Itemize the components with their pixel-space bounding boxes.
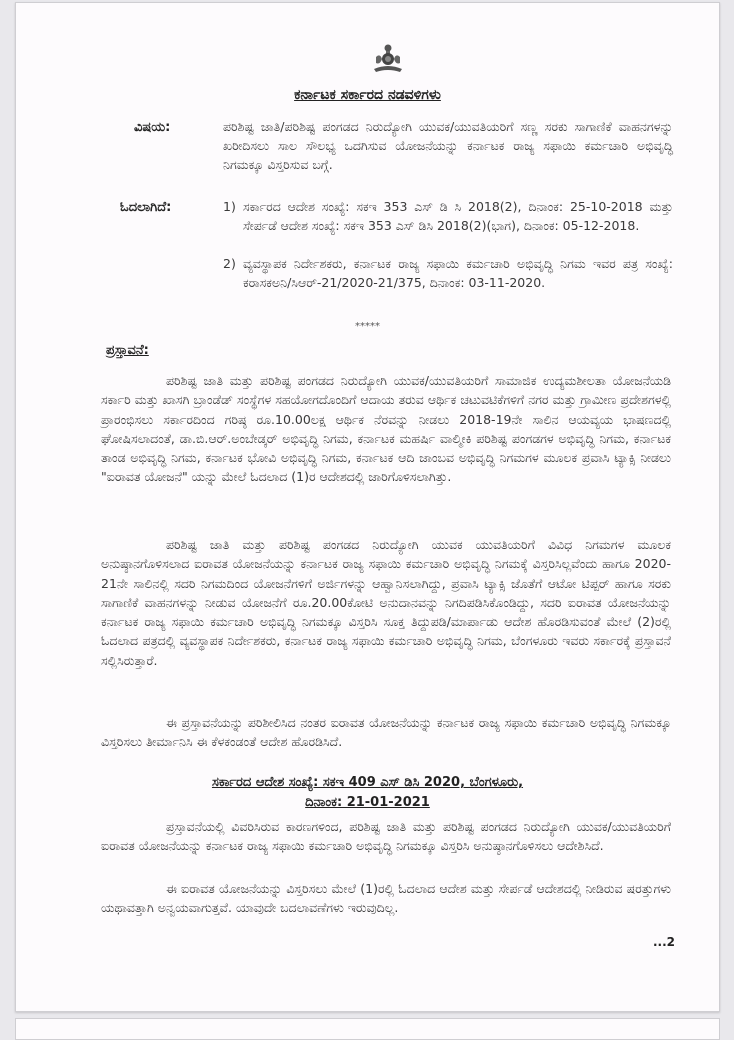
order-paragraph: ಈ ಐರಾವತ ಯೋಜನೆಯನ್ನು ವಿಸ್ತರಿಸಲು ಮೇಲೆ (1)ರಲ್ಲಿ ಓದಲಾದ ಆದೇಶ ಮತ್ತು ಸೇರ್ಪಡೆ ಆದೇಶದಲ್ಲಿ ನೀಡಿರುವ ಷರತ್ತುಗಳು ಯಥಾವತ್ತಾಗಿ ಅನ್ವಯವಾಗುತ್ತವೆ. ಯಾವುದೇ ಬದಲಾವಣೆಗಳು ಇರುವುದಿಲ್ಲ. (101, 881, 671, 916)
preamble-paragraph: ಈ ಪ್ರಸ್ತಾವನೆಯನ್ನು ಪರಿಶೀಲಿಸಿದ ನಂತರ ಐರಾವತ ಯೋಜನೆಯನ್ನು ಕರ್ನಾಟಕ ರಾಜ್ಯ ಸಫಾಯಿ ಕರ್ಮಚಾರಿ ಅಭಿವೃದ್ಧಿ ನಿಗಮಕ್ಕೂ ವಿಸ್ತರಿಸಲು ತೀರ್ಮಾನಿಸಿ ಈ ಕೆಳಕಂಡಂತೆ ಆದೇಶ ಹೊರಡಿಸಿದೆ. (101, 715, 671, 750)
separator: ***** (355, 321, 380, 332)
order-paragraph: ಪ್ರಸ್ತಾವನೆಯಲ್ಲಿ ವಿವರಿಸಿರುವ ಕಾರಣಗಳಿಂದ, ಪರಿಶಿಷ್ಟ ಜಾತಿ ಮತ್ತು ಪರಿಶಿಷ್ಟ ಪಂಗಡದ ನಿರುದ್ಯೋಗಿ ಯುವಕ/ಯುವತಿಯರಿಗೆ ಐರಾವತ ಯೋಜನೆಯನ್ನು ಕರ್ನಾಟಕ ರಾಜ್ಯ ಸಫಾಯಿ ಕರ್ಮಚಾರಿ ಅಭಿವೃದ್ಧಿ ನಿಗಮಕ್ಕೂ ವಿಸ್ತರಿಸಿ ಅನುಷ್ಠಾನಗೊಳಿಸಲು ಆದೇಶಿಸಿದೆ. (101, 819, 671, 854)
references-label: ಓದಲಾಗಿದೆ: (120, 200, 172, 215)
reference-number: 2) (223, 256, 236, 271)
karnataka-emblem-icon (371, 43, 405, 75)
document-page (15, 2, 720, 1012)
subject-text: ಪರಿಶಿಷ್ಟ ಜಾತಿ/ಪರಿಶಿಷ್ಟ ಪಂಗಡದ ನಿರುದ್ಯೋಗಿ ಯುವಕ/ಯುವತಿಯರಿಗೆ ಸಣ್ಣ ಸರಕು ಸಾಗಾಣಿಕೆ ವಾಹನಗಳನ್ನು ಖರೀದಿಸಲು ಸಾಲ ಸೌಲಭ್ಯ ಒದಗಿಸುವ ಯೋಜನೆಯನ್ನು ಕರ್ನಾಟಕ ರಾಜ್ಯ ಸಫಾಯಿ ಕರ್ಮಚಾರಿ ಅಭಿವೃದ್ಧಿ ನಿಗಮಕ್ಕೂ ವಿಸ್ತರಿಸುವ ಬಗ್ಗೆ. (223, 119, 673, 172)
preamble-heading: ಪ್ರಸ್ತಾವನೆ: (106, 343, 149, 358)
next-page-edge (15, 1018, 720, 1040)
reference-number: 1) (223, 199, 236, 214)
reference-item: ಸರ್ಕಾರದ ಆದೇಶ ಸಂಖ್ಯೆ: ಸಕಇ 353 ಎಸ್ ಡಿ ಸಿ 2018(2), ದಿನಾಂಕ: 25-10-2018 ಮತ್ತು ಸೇರ್ಪಡೆ ಆದೇಶ ಸಂಖ್ಯೆ: ಸಕಇ 353 ಎಸ್ ಡಿಸಿ 2018(2)(ಭಾಗ), ದಿನಾಂಕ: 05-12-2018. (243, 199, 673, 233)
order-date: ದಿನಾಂಕ: 21-01-2021 (305, 795, 430, 810)
page-indicator: ...2 (653, 935, 676, 949)
document-title: ಕರ್ನಾಟಕ ಸರ್ಕಾರದ ನಡವಳಿಗಳು (294, 87, 441, 103)
order-heading: ಸರ್ಕಾರದ ಆದೇಶ ಸಂಖ್ಯೆ: ಸಕಇ 409 ಎಸ್ ಡಿಸಿ 2020, ಬೆಂಗಳೂರು, (211, 775, 524, 790)
subject-label: ವಿಷಯ: (134, 120, 171, 135)
reference-item: ವ್ಯವಸ್ಥಾಪಕ ನಿರ್ದೇಶಕರು, ಕರ್ನಾಟಕ ರಾಜ್ಯ ಸಫಾಯಿ ಕರ್ಮಚಾರಿ ಅಭಿವೃದ್ಧಿ ನಿಗಮ ಇವರ ಪತ್ರ ಸಂಖ್ಯೆ: ಕರಾಸಕಅನಿ/ಸಿಆರ್-21/2020-21/375, ದಿನಾಂಕ: 03-11-2020. (243, 256, 673, 290)
preamble-paragraph: ಪರಿಶಿಷ್ಟ ಜಾತಿ ಮತ್ತು ಪರಿಶಿಷ್ಟ ಪಂಗಡದ ನಿರುದ್ಯೋಗಿ ಯುವಕ/ಯುವತಿಯರಿಗೆ ಸಾಮಾಜಿಕ ಉದ್ಯಮಶೀಲತಾ ಯೋಜನೆಯಡಿ ಸರ್ಕಾರಿ ಮತ್ತು ಖಾಸಗಿ ಬ್ರಾಂಡೆಡ್ ಸಂಸ್ಥೆಗಳ ಸಹಯೋಗದೊಂದಿಗೆ ಆದಾಯ ತರುವ ಆರ್ಥಿಕ ಚಟುವಟಿಕೆಗಳಿಗೆ ನಗರ ಮತ್ತು ಗ್ರಾಮೀಣ ಪ್ರದೇಶಗಳಲ್ಲಿ ಪ್ರಾರಂಭಿಸಲು ಸರ್ಕಾರದಿಂದ ಗರಿಷ್ಠ ರೂ.10.00ಲಕ್ಷ ಆರ್ಥಿಕ ನೆರವನ್ನು ನೀಡಲು 2018-19ನೇ ಸಾಲಿನ ಆಯವ್ಯಯ ಭಾಷಣದಲ್ಲಿ ಘೋಷಿಸಲಾದಂತೆ, ಡಾ.ಬಿ.ಆರ್.ಅಂಬೇಡ್ಕರ್ ಅಭಿವೃದ್ಧಿ ನಿಗಮ, ಕರ್ನಾಟಕ ಮಹರ್ಷಿ ವಾಲ್ಮೀಕಿ ಪರಿಶಿಷ್ಟ ಪಂಗಡಗಳ ಅಭಿವೃದ್ಧಿ ನಿಗಮ, ಕರ್ನಾಟಕ ತಾಂಡ ಅಭಿವೃದ್ಧಿ ನಿಗಮ, ಕರ್ನಾಟಕ ಭೋವಿ ಅಭಿವೃದ್ಧಿ ನಿಗಮ, ಕರ್ನಾಟಕ ಆದಿ ಜಾಂಬವ ಅಭಿವೃದ್ಧಿ ನಿಗಮಗಳ ಮೂಲಕ ಪ್ರವಾಸಿ ಟ್ಯಾಕ್ಸಿ ನೀಡಲು "ಐರಾವತ ಯೋಜನೆ" ಯನ್ನು ಮೇಲೆ ಓದಲಾದ (1)ರ ಆದೇಶದಲ್ಲಿ ಜಾರಿಗೊಳಿಸಲಾಗಿತ್ತು. (101, 373, 671, 485)
preamble-paragraph: ಪರಿಶಿಷ್ಟ ಜಾತಿ ಮತ್ತು ಪರಿಶಿಷ್ಟ ಪಂಗಡದ ನಿರುದ್ಯೋಗಿ ಯುವಕ ಯುವತಿಯರಿಗೆ ವಿವಿಧ ನಿಗಮಗಳ ಮೂಲಕ ಅನುಷ್ಠಾನಗೊಳಿಸಲಾದ ಐರಾವತ ಯೋಜನೆಯನ್ನು ಕರ್ನಾಟಕ ರಾಜ್ಯ ಸಫಾಯಿ ಕರ್ಮಚಾರಿ ಅಭಿವೃದ್ಧಿ ನಿಗಮಕ್ಕೆ ವಿಸ್ತರಿಸಿಲ್ಲವೆಂದು ಹಾಗೂ 2020-21ನೇ ಸಾಲಿನಲ್ಲಿ ಸದರಿ ನಿಗಮದಿಂದ ಯೋಜನೆಗಳಿಗೆ ಅರ್ಜಿಗಳನ್ನು ಆಹ್ವಾನಿಸಲಾಗಿದ್ದು, ಪ್ರವಾಸಿ ಟ್ಯಾಕ್ಸಿ ಜೊತೆಗೆ ಆಟೋ ಟಿಪ್ಪರ್ ಹಾಗೂ ಸರಕು ಸಾಗಾಣಿಕೆ ವಾಹನಗಳನ್ನು ನೀಡುವ ಯೋಜನೆಗೆ ರೂ.20.00ಕೋಟಿ ಅನುದಾನವನ್ನು ನಿಗದಿಪಡಿಸಿಕೊಂಡಿದ್ದು, ಸದರಿ ಐರಾವತ ಯೋಜನೆಯನ್ನು ಕರ್ನಾಟಕ ರಾಜ್ಯ ಸಫಾಯಿ ಕರ್ಮಚಾರಿ ಅಭಿವೃದ್ಧಿ ನಿಗಮಕ್ಕೂ ವಿಸ್ತರಿಸಿ ಸೂಕ್ತ ತಿದ್ದುಪಡಿ/ಮಾರ್ಪಾಡು ಆದೇಶ ಹೊರಡಿಸುವಂತೆ ಮೇಲೆ (2)ರಲ್ಲಿ ಓದಲಾದ ಪತ್ರದಲ್ಲಿ ವ್ಯವಸ್ಥಾಪಕ ನಿರ್ದೇಶಕರು, ಕರ್ನಾಟಕ ರಾಜ್ಯ ಸಫಾಯಿ ಕರ್ಮಚಾರಿ ಅಭಿವೃದ್ಧಿ ನಿಗಮ, ಬೆಂಗಳೂರು ಇವರು ಸರ್ಕಾರಕ್ಕೆ ಪ್ರಸ್ತಾವನೆ ಸಲ್ಲಿಸಿರುತ್ತಾರೆ. (101, 537, 671, 668)
